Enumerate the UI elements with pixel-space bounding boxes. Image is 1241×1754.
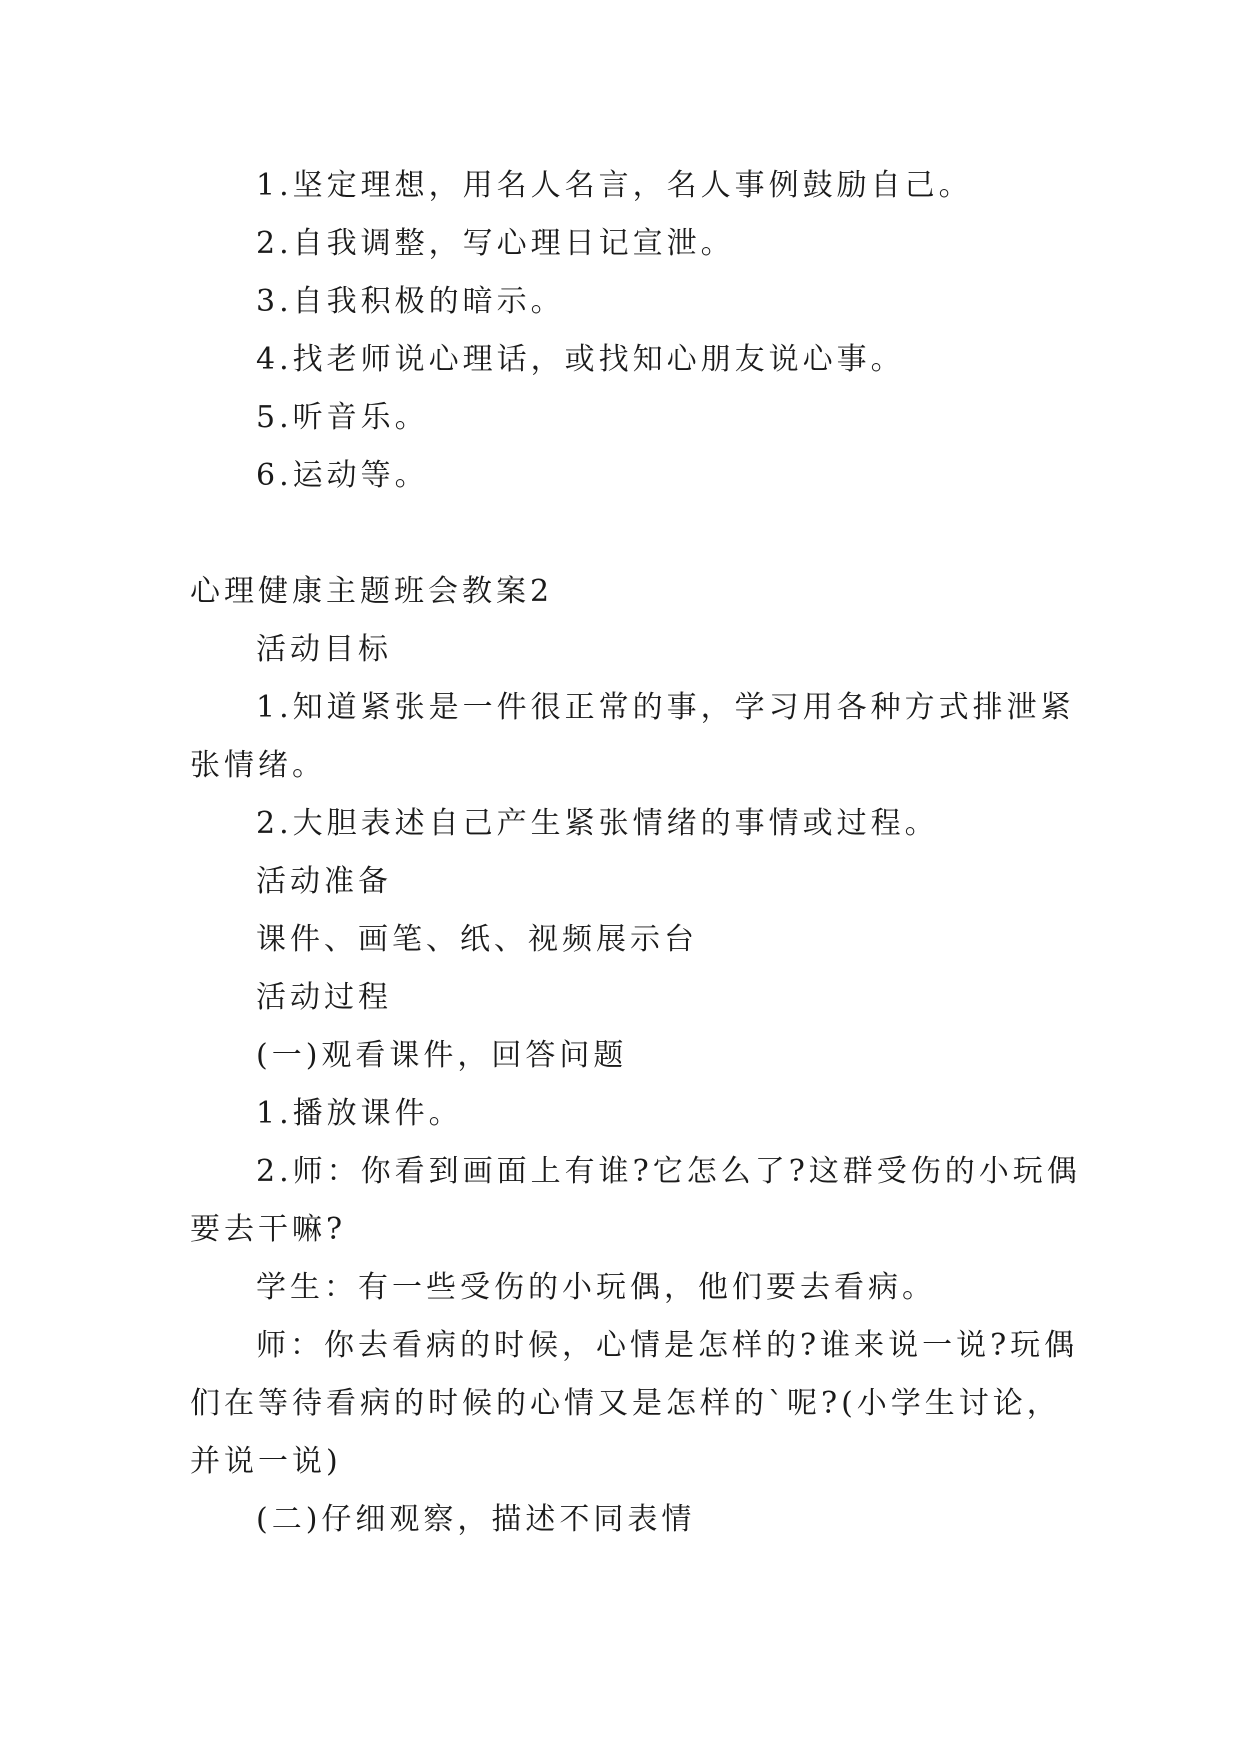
step-1-b-line2: 要去干嘛? — [190, 1212, 347, 1247]
step-1-heading: (一)观看课件，回答问题 — [256, 1038, 628, 1073]
list-item: 6.运动等。 — [256, 458, 429, 493]
student-answer: 学生：有一些受伤的小玩偶，他们要去看病。 — [256, 1270, 936, 1305]
goal-heading: 活动目标 — [256, 632, 392, 667]
goal-2: 2.大胆表述自己产生紧张情绪的事情或过程。 — [256, 806, 939, 841]
list-item: 4.找老师说心理话，或找知心朋友说心事。 — [256, 342, 905, 377]
step-1-a: 1.播放课件。 — [256, 1096, 463, 1131]
step-1-b-line1: 2.师：你看到画面上有谁?它怎么了?这群受伤的小玩偶 — [256, 1154, 1081, 1189]
goal-1-line1: 1.知道紧张是一件很正常的事，学习用各种方式排泄紧 — [256, 690, 1075, 725]
section-title: 心理健康主题班会教案2 — [190, 574, 554, 609]
list-item: 5.听音乐。 — [256, 400, 429, 435]
goal-1-line2: 张情绪。 — [190, 748, 326, 783]
step-2-heading: (二)仔细观察，描述不同表情 — [256, 1502, 696, 1537]
list-item: 1.坚定理想，用名人名言，名人事例鼓励自己。 — [256, 168, 973, 203]
process-heading: 活动过程 — [256, 980, 392, 1015]
teacher-question-line1: 师：你去看病的时候，心情是怎样的?谁来说一说?玩偶 — [256, 1328, 1079, 1363]
teacher-question-line3: 并说一说) — [190, 1444, 342, 1479]
teacher-question-line2: 们在等待看病的时候的心情又是怎样的`呢?(小学生讨论， — [190, 1386, 1061, 1421]
list-item: 2.自我调整，写心理日记宣泄。 — [256, 226, 735, 261]
prep-heading: 活动准备 — [256, 864, 392, 899]
list-item: 3.自我积极的暗示。 — [256, 284, 565, 319]
prep-items: 课件、画笔、纸、视频展示台 — [256, 922, 698, 957]
